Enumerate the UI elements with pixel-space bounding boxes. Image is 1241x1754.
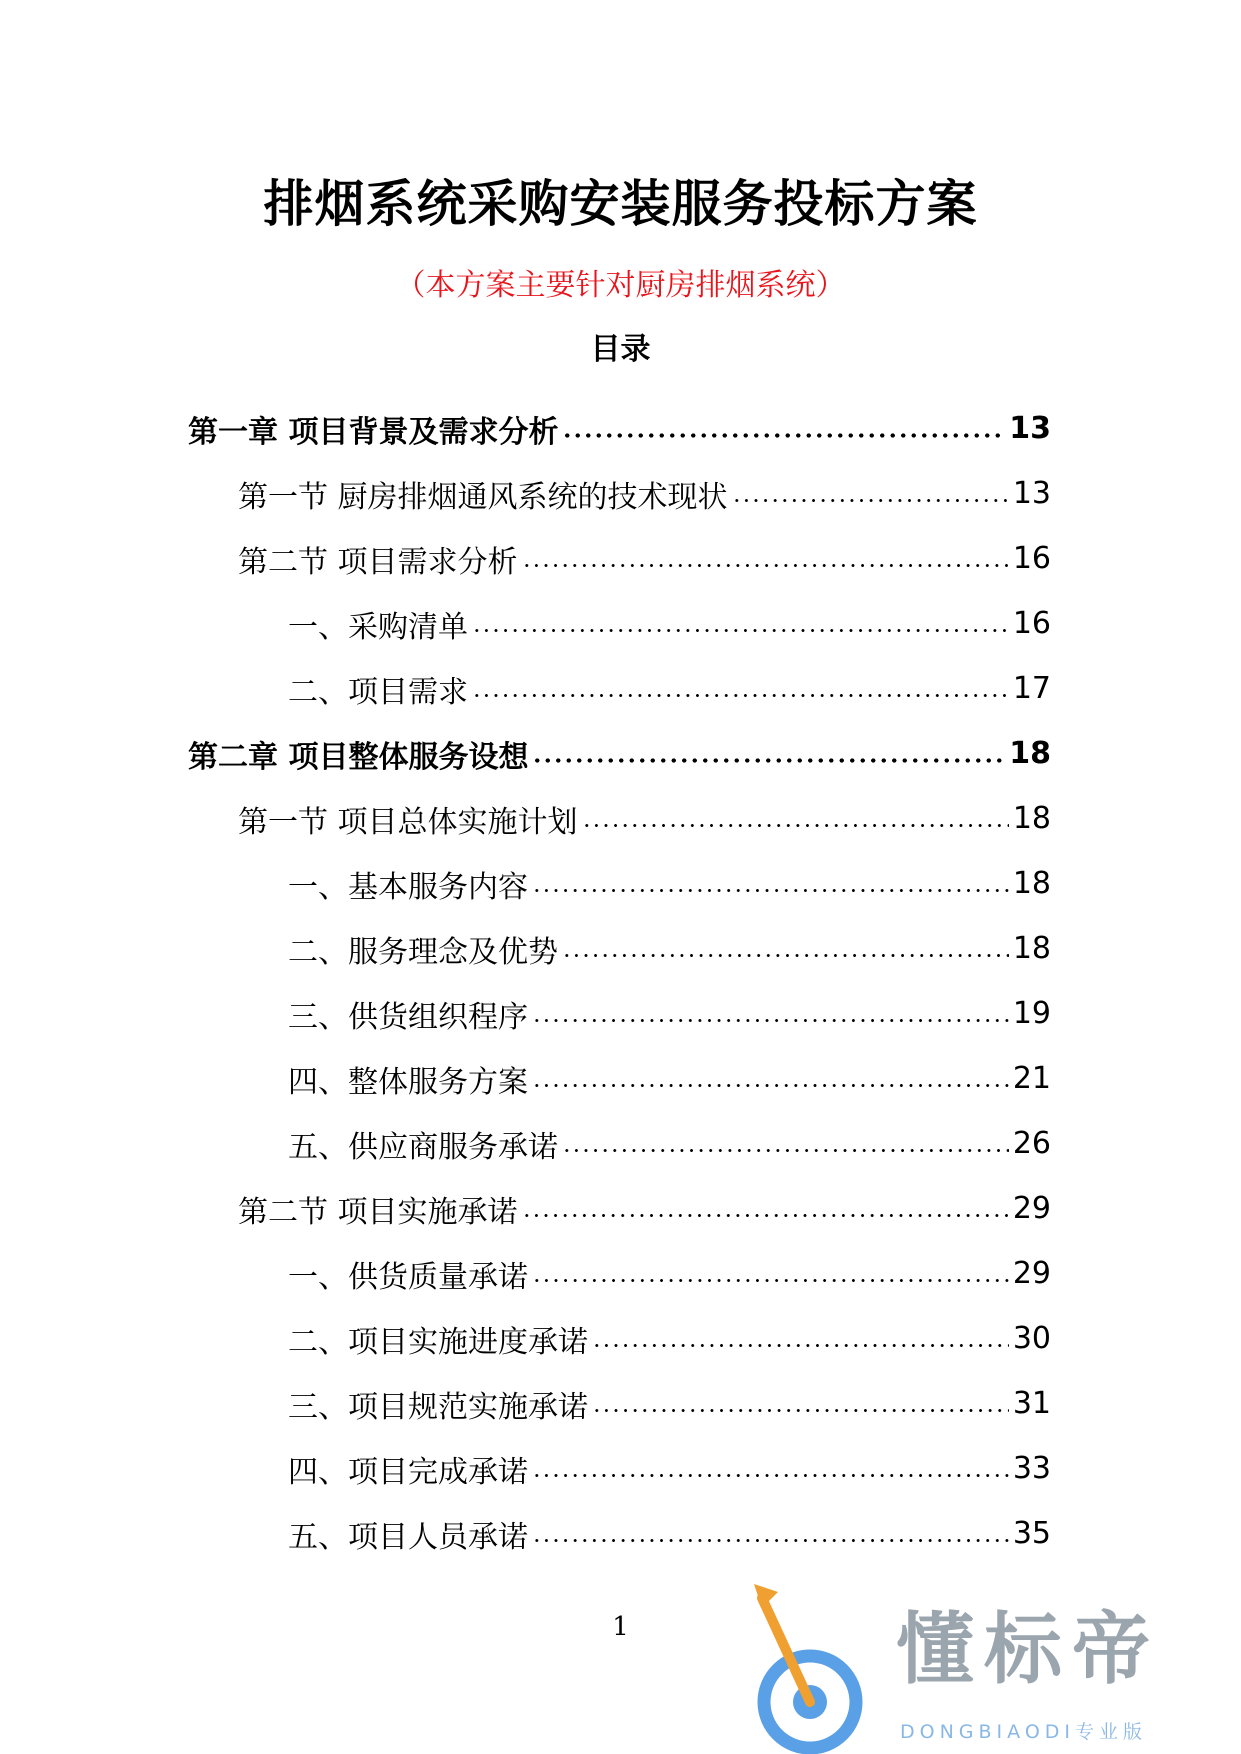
toc-entry-title: 第二章 项目整体服务设想: [188, 739, 529, 775]
toc-entry-section[interactable]: [0, 786, 1241, 851]
toc-entry-title: 第一节 厨房排烟通风系统的技术现状: [238, 479, 728, 515]
toc-dot-leader: [522, 1214, 1009, 1217]
toc-dot-leader: [472, 694, 1009, 697]
toc-dot-leader: [532, 758, 1005, 763]
toc-entry-page: 13: [1009, 411, 1051, 446]
toc-entry-page: 13: [1012, 476, 1051, 511]
toc-entry-page: 19: [1012, 996, 1051, 1031]
toc-entry-title: 四、项目完成承诺: [288, 1454, 528, 1490]
toc-entry-page: 29: [1012, 1256, 1051, 1291]
toc-entry-title: 五、供应商服务承诺: [288, 1129, 558, 1165]
toc-dot-leader: [532, 1019, 1009, 1022]
toc-dot-leader: [592, 1409, 1009, 1412]
toc-entry-item[interactable]: [0, 1306, 1241, 1371]
toc-dot-leader: [562, 1149, 1009, 1152]
toc-entry-item[interactable]: [0, 1436, 1241, 1501]
toc-entry-title: 二、服务理念及优势: [288, 934, 558, 970]
toc-dot-leader: [582, 824, 1009, 827]
toc-entry-item[interactable]: [0, 851, 1241, 916]
toc-entry-item[interactable]: [0, 591, 1241, 656]
toc-dot-leader: [532, 1279, 1009, 1282]
toc-entry-section[interactable]: [0, 1176, 1241, 1241]
toc-entry-title: 二、项目实施进度承诺: [288, 1324, 588, 1360]
toc-entry-item[interactable]: [0, 1046, 1241, 1111]
toc-dot-leader: [522, 564, 1009, 567]
toc-entry-page: 18: [1012, 866, 1051, 901]
toc-entry-page: 33: [1012, 1451, 1051, 1486]
toc-entry-title: 三、项目规范实施承诺: [288, 1389, 588, 1425]
target-arrow-logo-icon: [748, 1580, 880, 1754]
watermark-brand-name: 懂标帝: [896, 1605, 1161, 1695]
toc-entry-page: 18: [1012, 801, 1051, 836]
toc-entry-chapter[interactable]: [0, 721, 1241, 786]
toc-dot-leader: [472, 629, 1009, 632]
toc-entry-item[interactable]: [0, 916, 1241, 981]
toc-entry-section[interactable]: [0, 526, 1241, 591]
toc-entry-title: 四、整体服务方案: [288, 1064, 528, 1100]
toc-entry-title: 一、供货质量承诺: [288, 1259, 528, 1295]
toc-entry-item[interactable]: [0, 656, 1241, 721]
toc-entry-title: 五、项目人员承诺: [288, 1519, 528, 1555]
toc-entry-title: 第一章 项目背景及需求分析: [188, 414, 559, 450]
toc-heading: 目录: [590, 332, 651, 367]
toc-entry-page: 16: [1012, 541, 1051, 576]
toc-entry-item[interactable]: [0, 1501, 1241, 1566]
toc-entry-item[interactable]: [0, 981, 1241, 1046]
toc-entry-title: 第一节 项目总体实施计划: [238, 804, 578, 840]
toc-dot-leader: [732, 499, 1009, 502]
toc-entry-item[interactable]: [0, 1111, 1241, 1176]
toc-entry-page: 35: [1012, 1516, 1051, 1551]
toc-entry-page: 16: [1012, 606, 1051, 641]
toc-entry-page: 31: [1012, 1386, 1051, 1421]
table-of-contents: [0, 396, 1241, 1566]
toc-entry-page: 18: [1012, 931, 1051, 966]
toc-entry-page: 26: [1012, 1126, 1051, 1161]
toc-entry-page: 17: [1012, 671, 1051, 706]
toc-entry-page: 29: [1012, 1191, 1051, 1226]
document-title: 排烟系统采购安装服务投标方案: [263, 175, 978, 233]
document-subtitle: （本方案主要针对厨房排烟系统）: [395, 268, 846, 303]
watermark-subtitle: DONGBIAODI专业版: [900, 1721, 1148, 1743]
toc-dot-leader: [532, 1474, 1009, 1477]
toc-dot-leader: [532, 1539, 1009, 1542]
toc-entry-title: 二、项目需求: [288, 674, 468, 710]
toc-entry-page: 30: [1012, 1321, 1051, 1356]
toc-entry-page: 18: [1009, 736, 1051, 771]
toc-entry-title: 第二节 项目实施承诺: [238, 1194, 518, 1230]
toc-entry-item[interactable]: [0, 1241, 1241, 1306]
toc-dot-leader: [562, 433, 1005, 438]
toc-entry-section[interactable]: [0, 461, 1241, 526]
toc-entry-page: 21: [1012, 1061, 1051, 1096]
toc-entry-title: 第二节 项目需求分析: [238, 544, 518, 580]
toc-entry-chapter[interactable]: [0, 396, 1241, 461]
toc-dot-leader: [562, 954, 1009, 957]
toc-entry-title: 三、供货组织程序: [288, 999, 528, 1035]
page-number: 1: [612, 1612, 629, 1642]
toc-entry-title: 一、采购清单: [288, 609, 468, 645]
toc-dot-leader: [532, 889, 1009, 892]
toc-entry-title: 一、基本服务内容: [288, 869, 528, 905]
toc-dot-leader: [532, 1084, 1009, 1087]
toc-dot-leader: [592, 1344, 1009, 1347]
watermark: [748, 1580, 1218, 1754]
toc-entry-item[interactable]: [0, 1371, 1241, 1436]
